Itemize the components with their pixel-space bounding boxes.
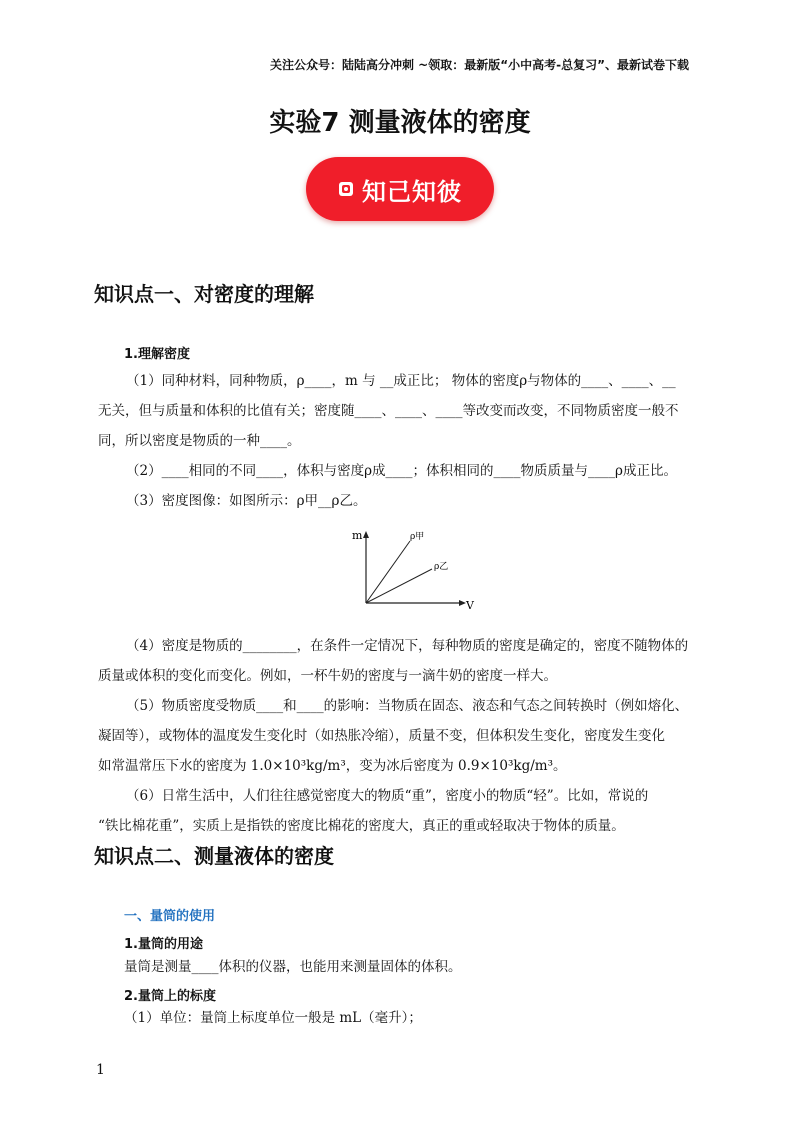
subheading-cylinder-use: 1.量筒的用途 — [124, 937, 203, 952]
para-1-line-2: 无关，但与质量和体积的比值有关；密度随____、____、____等改变而改变，不同物质密度一般不 — [98, 403, 679, 419]
line-jia-label: ρ甲 — [410, 532, 425, 542]
para-6-line-1: （6）日常生活中，人们往往感觉密度大的物质“重”，密度小的物质“轻”。比如，常说的 — [126, 788, 649, 804]
subheading-graduated-cylinder: 一、量筒的使用 — [124, 909, 216, 924]
para-5-line-3: 如常温常压下水的密度为 1.0×10³kg/m³，变为冰后密度为 0.9×10³kg/m³。 — [98, 758, 567, 774]
para-1-line-1: （1）同种材料，同种物质，ρ____，m 与 __成正比； 物体的密度ρ与物体的____、____、__ — [126, 373, 676, 389]
cylinder-scale-text: （1）单位：量筒上标度单位一般是 mL（毫升）； — [124, 1010, 422, 1026]
line-yi-label: ρ乙 — [434, 562, 449, 572]
line-jia — [366, 541, 410, 603]
para-5-line-1: （5）物质密度受物质____和____的影响：当物质在固态、液态和气态之间转换时（例如熔化、 — [126, 698, 689, 714]
paragraph-1 — [98, 366, 708, 516]
x-axis-label: V — [466, 599, 474, 610]
para-4-line-1: （4）密度是物质的________，在条件一定情况下，每种物质的密度是确定的，密度不随物体的 — [126, 638, 689, 654]
y-axis-arrow — [363, 531, 369, 538]
para-4-line-2: 质量或体积的变化而变化。例如，一杯牛奶的密度与一滴牛奶的密度一样大。 — [98, 668, 557, 684]
para-5-line-2: 凝固等），或物体的温度发生变化时（如热胀冷缩），质量不变，但体积发生变化，密度发生变化 — [98, 728, 665, 744]
para-2: （2）____相同的不同____，体积与密度ρ成____；体积相同的____物质质量与____ρ成正比。 — [126, 463, 677, 479]
cylinder-use-text: 量筒是测量____体积的仪器，也能用来测量固体的体积。 — [124, 959, 462, 975]
paragraph-4-6 — [98, 631, 708, 841]
subheading-cylinder-scale: 2.量筒上的标度 — [124, 989, 216, 1004]
para-1-line-3: 同，所以密度是物质的一种____。 — [98, 433, 301, 449]
line-yi — [366, 569, 432, 603]
para-6-line-2: “铁比棉花重”，实质上是指铁的密度比棉花的密度大，真正的重或轻取决于物体的质量。 — [98, 818, 625, 834]
page-title: 实验7 测量液体的密度 — [269, 108, 531, 138]
x-axis-arrow — [459, 600, 466, 606]
header-note: 关注公众号：陆陆高分冲刺 ~领取：最新版“小中高考-总复习”、最新试卷下载 — [270, 58, 689, 72]
y-axis-label: m — [352, 529, 363, 542]
density-graph — [342, 525, 477, 610]
banner — [306, 157, 494, 221]
banner-text: 知己知彼 — [362, 177, 462, 206]
bookmark-icon — [338, 181, 354, 197]
para-3: （3）密度图像：如图所示：ρ甲__ρ乙。 — [126, 493, 367, 509]
section-heading-1: 知识点一、对密度的理解 — [94, 282, 314, 306]
section-heading-2: 知识点二、测量液体的密度 — [94, 844, 334, 868]
page-number: 1 — [96, 1062, 105, 1078]
subheading-understanding-density: 1.理解密度 — [124, 347, 190, 362]
